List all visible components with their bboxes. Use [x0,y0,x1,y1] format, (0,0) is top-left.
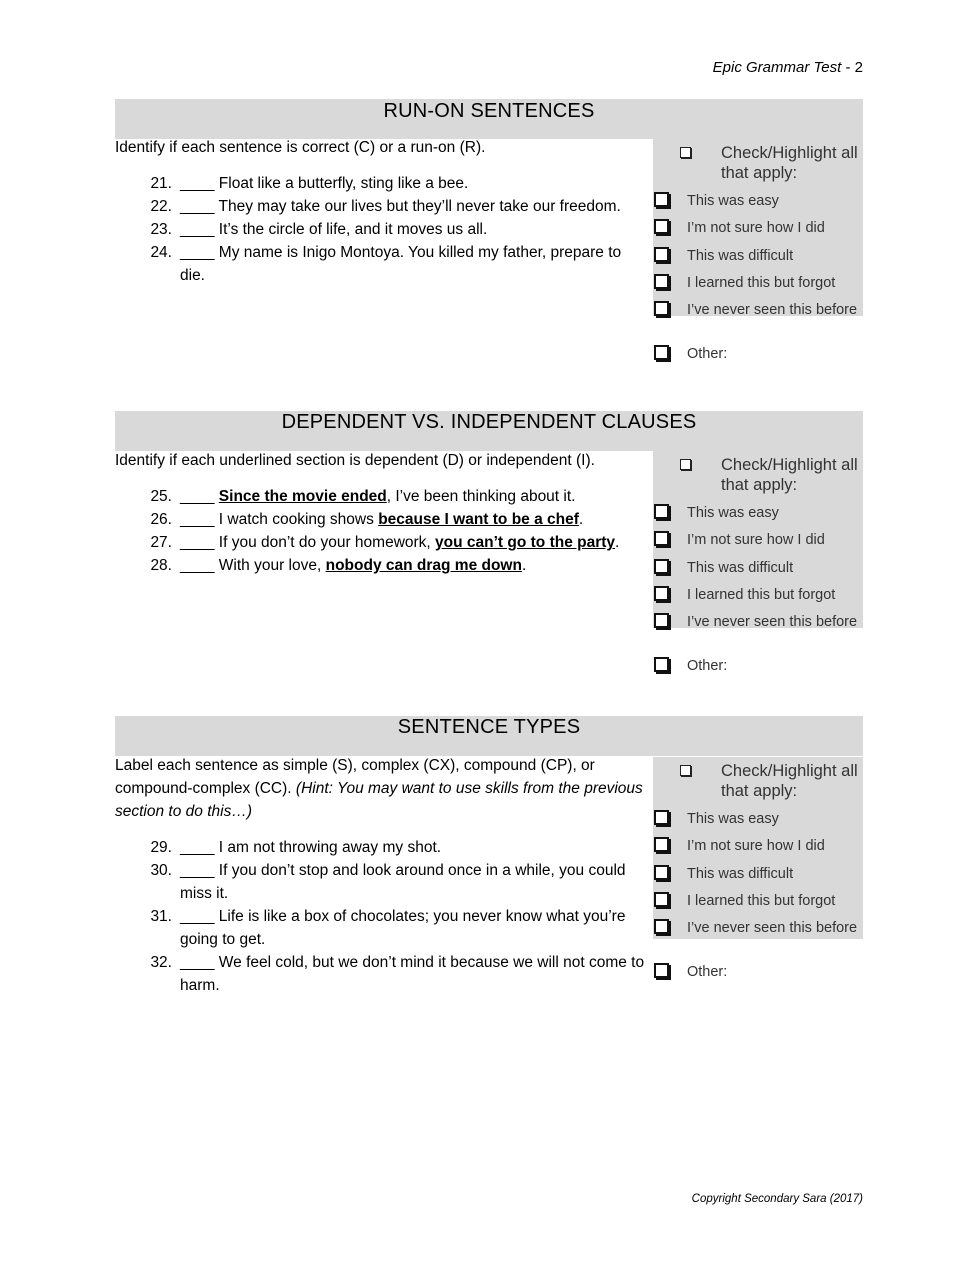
page-header [713,59,863,76]
answer-blank[interactable]: ____ [180,908,215,925]
section-clauses [115,411,863,675]
panel-heading: Check/Highlight all that apply: [653,451,863,503]
answer-blank[interactable]: ____ [180,488,215,505]
question-item: 25. ____ Since the movie ended, I’ve been thinking about it. [115,485,640,508]
checkbox-icon [680,147,691,158]
section-title: RUN-ON SENTENCES [115,99,863,139]
checkbox-icon[interactable] [654,559,669,574]
question-item: 24. ____ My name is Inigo Montoya. You killed my father, prepare to die. [115,241,640,287]
checkbox-icon[interactable] [654,963,669,978]
answer-blank[interactable]: ____ [180,511,215,528]
answer-blank[interactable]: ____ [180,534,215,551]
copyright-footer: Copyright Secondary Sara (2017) [691,1193,863,1205]
option-not-sure[interactable]: I’m not sure how I did [653,836,863,863]
answer-blank[interactable]: ____ [180,862,215,879]
answer-blank[interactable]: ____ [180,244,215,261]
option-difficult[interactable]: This was difficult [653,246,863,273]
checkbox-icon[interactable] [654,586,669,601]
checkbox-icon[interactable] [654,837,669,852]
option-not-sure[interactable]: I’m not sure how I did [653,218,863,245]
checkbox-icon[interactable] [654,919,669,934]
answer-blank[interactable]: ____ [180,221,215,238]
option-never-seen[interactable]: I’ve never seen this before [653,612,863,656]
checkbox-icon[interactable] [654,657,669,672]
checkbox-icon[interactable] [654,892,669,907]
section-run-on [115,99,863,363]
option-forgot[interactable]: I learned this but forgot [653,585,863,612]
checkbox-icon[interactable] [654,247,669,262]
checkbox-icon[interactable] [654,531,669,546]
option-not-sure[interactable]: I’m not sure how I did [653,530,863,557]
underlined-clause: Since the movie ended [218,488,387,505]
panel-heading: Check/Highlight all that apply: [653,139,863,191]
underlined-clause: you can’t go to the party [435,534,616,551]
self-assessment-panel [653,451,863,683]
checkbox-icon[interactable] [654,301,669,316]
panel-heading: Check/Highlight all that apply: [653,757,863,809]
section-title: SENTENCE TYPES [115,716,863,756]
option-other[interactable]: Other: [653,344,863,371]
section-hint: (Hint: You may want to use skills from the previous section to do this…) [115,780,643,820]
option-easy[interactable]: This was easy [653,503,863,530]
underlined-clause: because I want to be a chef [378,511,579,528]
section-instructions: Identify if each underlined section is dependent (D) or independent (I). [115,452,595,469]
question-item: 28. ____ With your love, nobody can drag me down. [115,554,640,577]
page-number: 2 [854,59,863,76]
checkbox-icon[interactable] [654,274,669,289]
answer-blank[interactable]: ____ [180,839,215,856]
question-item: 27. ____ If you don’t do your homework, you can’t go to the party. [115,531,640,554]
test-title: Epic Grammar Test [712,59,842,76]
checkbox-icon[interactable] [654,613,669,628]
underlined-clause: nobody can drag me down [325,557,522,574]
option-other[interactable]: Other: [653,962,863,989]
section-instructions: Label each sentence as simple (S), complex (CX), compound (CP), or compound-complex (CC). (Hint: You may want to use skills from the previous section to do this…) [115,757,643,820]
question-item: 21. ____ Float like a butterfly, sting like a bee. [115,172,640,195]
checkbox-icon[interactable] [654,504,669,519]
checkbox-icon [680,765,691,776]
question-item: 29. ____ I am not throwing away my shot. [115,836,645,859]
question-item: 26. ____ I watch cooking shows because I want to be a chef. [115,508,640,531]
self-assessment-panel [653,139,863,371]
section-sentence-types [115,716,863,994]
self-assessment-panel [653,757,863,989]
option-never-seen[interactable]: I’ve never seen this before [653,918,863,962]
checkbox-icon[interactable] [654,810,669,825]
checkbox-icon[interactable] [654,345,669,360]
option-easy[interactable]: This was easy [653,191,863,218]
option-other[interactable]: Other: [653,656,863,683]
option-difficult[interactable]: This was difficult [653,558,863,585]
section-title: DEPENDENT VS. INDEPENDENT CLAUSES [115,411,863,451]
question-item: 30. ____ If you don’t stop and look around once in a while, you could miss it. [115,859,645,905]
question-item: 32. ____ We feel cold, but we don’t mind it because we will not come to harm. [115,951,645,997]
checkbox-icon[interactable] [654,192,669,207]
option-difficult[interactable]: This was difficult [653,864,863,891]
title-separator: - [841,59,855,76]
answer-blank[interactable]: ____ [180,954,215,971]
option-forgot[interactable]: I learned this but forgot [653,273,863,300]
question-item: 23. ____ It’s the circle of life, and it moves us all. [115,218,640,241]
option-forgot[interactable]: I learned this but forgot [653,891,863,918]
checkbox-icon[interactable] [654,865,669,880]
question-item: 31. ____ Life is like a box of chocolates; you never know what you’re going to get. [115,905,645,951]
section-instructions: Identify if each sentence is correct (C) or a run-on (R). [115,139,486,156]
answer-blank[interactable]: ____ [180,557,215,574]
answer-blank[interactable]: ____ [180,198,215,215]
answer-blank[interactable]: ____ [180,175,215,192]
question-item: 22. ____ They may take our lives but they’ll never take our freedom. [115,195,640,218]
option-never-seen[interactable]: I’ve never seen this before [653,300,863,344]
option-easy[interactable]: This was easy [653,809,863,836]
checkbox-icon [680,459,691,470]
checkbox-icon[interactable] [654,219,669,234]
